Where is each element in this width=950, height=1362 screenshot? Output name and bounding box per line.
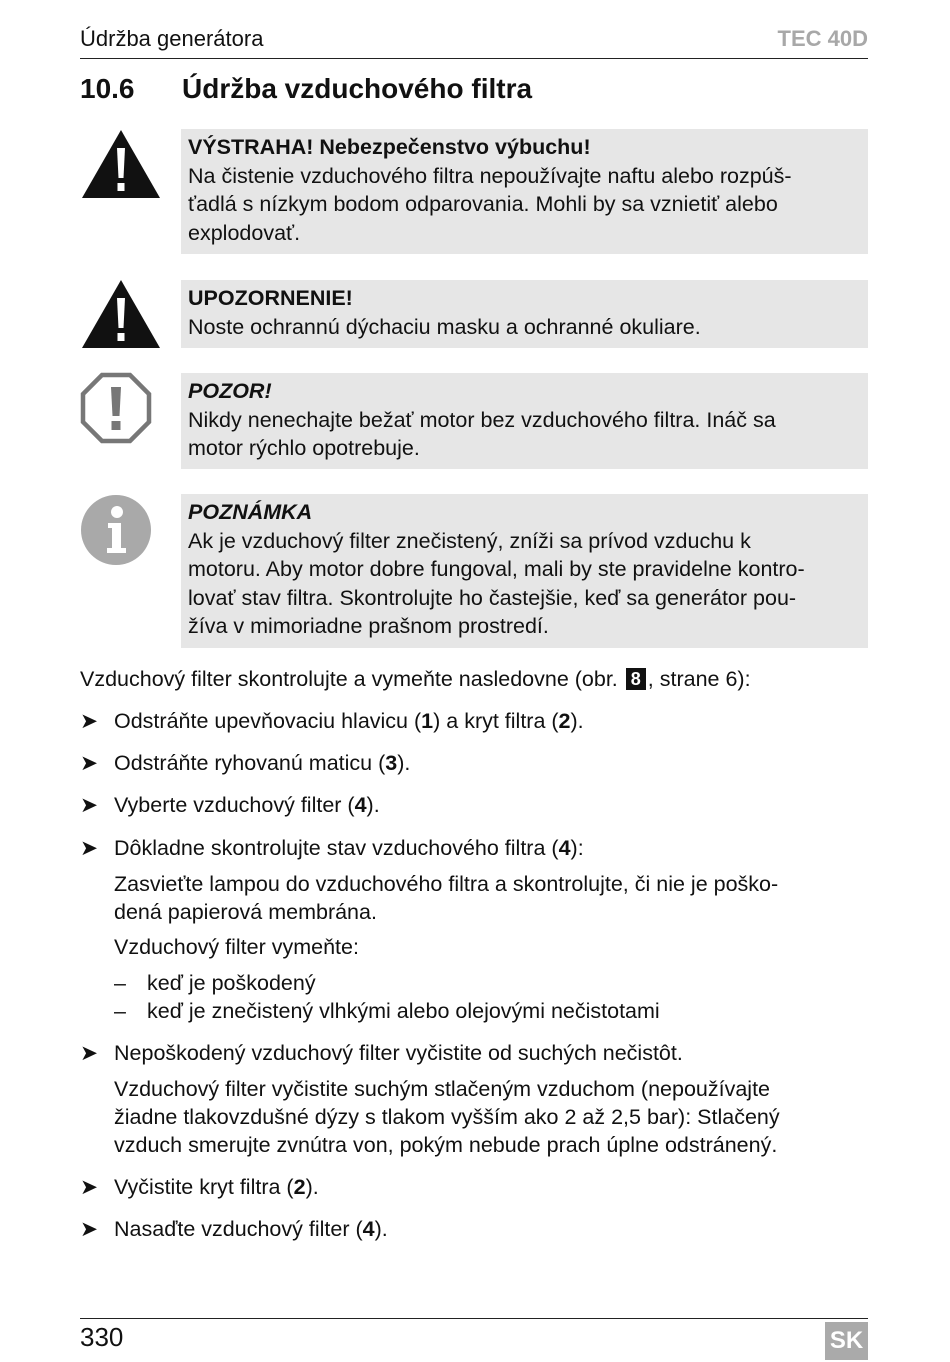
note-title: POZNÁMKA [188,500,313,524]
intro-text-end: , strane 6): [647,667,751,691]
notice-line: ťadlá s nízkym bodom odparovania. Mohli by sa vznietiť alebo [188,192,778,216]
arrow-icon: ➤ [80,1041,99,1065]
notice-line: Ak je vzduchový filter znečistený, zníži sa prívod vzduchu k [188,528,751,553]
arrow-icon: ➤ [80,1175,99,1199]
header-chapter: Údržba generátora [80,26,264,51]
intro-paragraph [80,665,751,693]
step-text: Vyčistite kryt filtra (2). [114,1175,319,1199]
notice-line: explodovať. [188,220,301,245]
footer-divider [80,1318,868,1319]
section-number: 10.6 [80,73,135,104]
step-text: Nasaďte vzduchový filter (4). [114,1217,388,1241]
step-detail: Zasvieťte lampou do vzduchového filtra a skontrolujte, či nie je poško- dená papierová membrána. [114,872,779,924]
step-text: Odstráňte ryhovanú maticu (3). [114,751,411,775]
intro-text: Vzduchový filter skontrolujte a vymeňte nasledovne (obr. [80,667,624,691]
caution-notice [181,280,868,348]
attention-notice [181,373,868,469]
arrow-icon: ➤ [80,751,99,775]
arrow-icon: ➤ [80,793,99,817]
dash-bullet: – [114,999,126,1023]
notice-line: Na čistenie vzduchového filtra nepoužívajte naftu alebo rozpúš- [188,163,792,188]
notice-line: žíva v mimoriadne prašnom prostredí. [188,614,549,638]
notice-line: motor rýchlo opotrebuje. [188,436,420,460]
notice-line: lovať stav filtra. Skontrolujte ho častejšie, keď sa generátor pou- [188,585,797,610]
warning-title: VÝSTRAHA! Nebezpečenstvo výbuchu! [188,135,591,159]
caution-octagon-icon [80,372,152,444]
note-notice [181,494,868,648]
warning-triangle-icon [80,128,162,200]
notice-line: Nikdy nenechajte bežať motor bez vzduchového filtra. Ináč sa [188,407,776,432]
caution-title: UPOZORNENIE! [188,286,353,310]
header-model: TEC 40D [777,26,868,51]
step-text: Odstráňte upevňovaciu hlavicu (1) a kryt filtra (2). [114,709,584,733]
notice-line: Noste ochrannú dýchaciu masku a ochranné okuliare. [188,314,701,339]
figure-ref-badge: 8 [626,668,646,690]
section-title: Údržba vzduchového filtra [182,73,533,104]
step-text: Dôkladne skontrolujte stav vzduchového filtra (4): [114,836,584,860]
warning-triangle-icon [80,278,162,350]
replace-intro: Vzduchový filter vymeňte: [114,935,359,959]
step-detail: Vzduchový filter vyčistite suchým stlačeným vzduchom (nepoužívajte žiadne tlakovzdušné dýzy s tlakom vyšším ako 2 až 2,5 bar): Stlačený vzduch smerujte zvnútra von, pokým nebude prach úplne odstránený. [114,1077,780,1157]
dash-bullet: – [114,971,126,995]
warning-notice [181,129,868,254]
step-text: Vyberte vzduchový filter (4). [114,793,380,817]
page-number: 330 [80,1322,124,1352]
page-header [80,0,868,59]
attention-title: POZOR! [188,379,272,403]
notice-line: motoru. Aby motor dobre fungoval, mali by ste pravidelne kontro- [188,557,805,581]
language-badge: SK [825,1322,868,1360]
arrow-icon: ➤ [80,1217,99,1241]
arrow-icon: ➤ [80,836,99,860]
step-text: Nepoškodený vzduchový filter vyčistite od suchých nečistôt. [114,1041,683,1065]
arrow-icon: ➤ [80,709,99,733]
info-circle-icon [80,494,152,566]
